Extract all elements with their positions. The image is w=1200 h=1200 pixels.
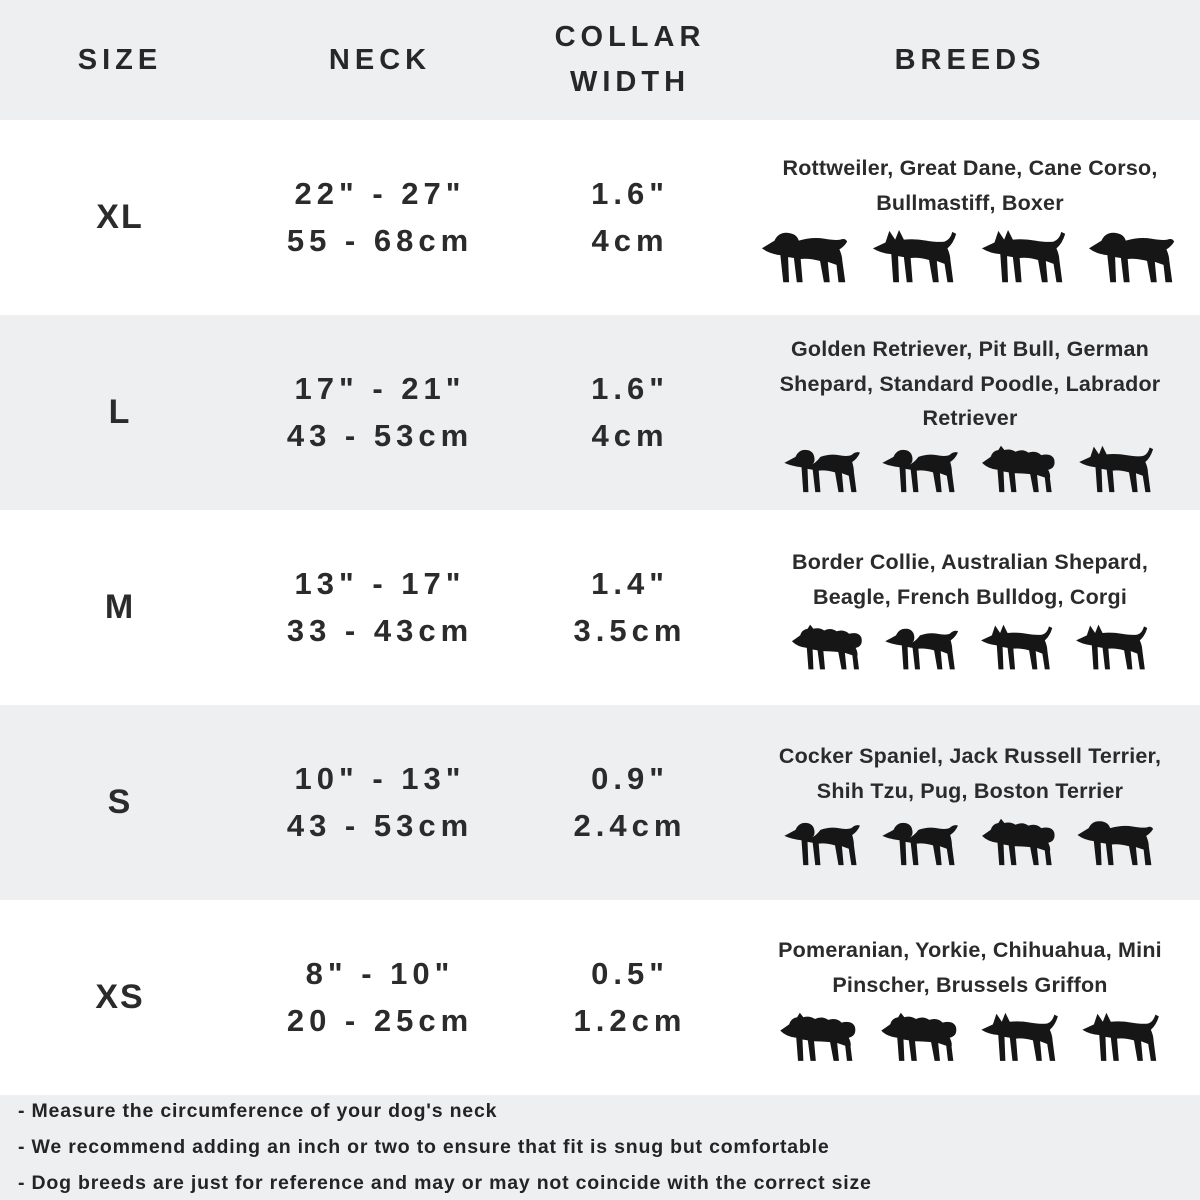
yorkie-icon xyxy=(875,1011,964,1068)
breed-icons xyxy=(758,228,1182,290)
footnotes xyxy=(0,1095,1200,1200)
breeds-cell xyxy=(740,733,1200,872)
german-shepherd-icon xyxy=(1074,444,1160,499)
neck-cm: 43 - 53cm xyxy=(286,807,474,843)
neck-inches: 10" - 13" xyxy=(294,761,466,796)
size-label: S xyxy=(107,783,133,821)
neck-inches: 17" - 21" xyxy=(294,371,466,406)
min-pin-icon xyxy=(1077,1011,1166,1068)
neck-cm: 55 - 68cm xyxy=(286,222,474,258)
collar-width-range xyxy=(520,171,740,264)
width-inches: 0.9" xyxy=(591,761,669,796)
neck-inches: 22" - 27" xyxy=(294,176,466,211)
breeds-cell xyxy=(740,927,1200,1068)
jack-russell-icon xyxy=(878,817,964,872)
australian-shepherd-icon xyxy=(786,623,869,676)
header-breeds: BREEDS xyxy=(894,43,1046,76)
breed-icons xyxy=(780,444,1160,499)
note-reference: - Dog breeds are just for reference and may or may not coincide with the correct size xyxy=(18,1172,872,1195)
header-collar-width xyxy=(520,15,740,105)
golden-retriever-icon xyxy=(780,444,866,499)
neck-cm: 43 - 53cm xyxy=(286,417,474,453)
corgi-icon xyxy=(1071,623,1154,676)
collar-width-range xyxy=(520,366,740,459)
neck-range xyxy=(240,951,520,1044)
chihuahua-icon xyxy=(976,1011,1065,1068)
breeds-cell xyxy=(740,539,1200,676)
pomeranian-icon xyxy=(774,1011,863,1068)
breeds-list: Border Collie, Australian Shepard, Beagle, French Bulldog, Corgi xyxy=(791,550,1149,609)
width-inches: 0.5" xyxy=(591,956,669,991)
collar-width-range xyxy=(520,561,740,654)
width-inches: 1.6" xyxy=(591,371,669,406)
neck-range xyxy=(240,366,520,459)
neck-cm: 20 - 25cm xyxy=(286,1002,474,1038)
breeds-list: Rottweiler, Great Dane, Cane Corso, Bullmastiff, Boxer xyxy=(782,155,1158,215)
width-cm: 1.2cm xyxy=(573,1002,687,1038)
breeds-list: Cocker Spaniel, Jack Russell Terrier, Shih Tzu, Pug, Boston Terrier xyxy=(778,744,1162,803)
breeds-list: Golden Retriever, Pit Bull, German Shepard, Standard Poodle, Labrador Retriever xyxy=(779,336,1161,431)
width-cm: 4cm xyxy=(591,222,669,258)
french-bulldog-icon xyxy=(976,623,1059,676)
neck-cm: 33 - 43cm xyxy=(286,612,474,648)
neck-inches: 8" - 10" xyxy=(305,956,455,991)
rottweiler-icon xyxy=(758,228,855,290)
size-label: XS xyxy=(95,978,145,1016)
neck-range xyxy=(240,756,520,849)
note-measure: - Measure the circumference of your dog's neck xyxy=(18,1099,498,1122)
labrador-icon xyxy=(878,444,964,499)
beagle-icon xyxy=(881,623,964,676)
table-row-xl xyxy=(0,120,1200,315)
width-inches: 1.4" xyxy=(591,566,669,601)
width-cm: 2.4cm xyxy=(573,807,687,843)
width-cm: 4cm xyxy=(591,417,669,453)
size-label: XL xyxy=(96,198,144,236)
table-row-s xyxy=(0,705,1200,900)
neck-inches: 13" - 17" xyxy=(294,566,466,601)
header-neck: NECK xyxy=(328,43,432,76)
breed-icons xyxy=(780,817,1160,872)
neck-range xyxy=(240,171,520,264)
width-inches: 1.6" xyxy=(591,176,669,211)
collar-width-range xyxy=(520,756,740,849)
size-label: M xyxy=(104,588,136,626)
bullmastiff-icon xyxy=(1085,228,1182,290)
collar-width-range xyxy=(520,951,740,1044)
cocker-spaniel-icon xyxy=(780,817,866,872)
breed-icons xyxy=(774,1011,1166,1068)
neck-range xyxy=(240,561,520,654)
pug-icon xyxy=(1074,817,1160,872)
table-row-l xyxy=(0,315,1200,510)
cane-corso-icon xyxy=(976,228,1073,290)
header-size: SIZE xyxy=(77,43,163,76)
shih-tzu-icon xyxy=(976,817,1062,872)
breeds-list: Pomeranian, Yorkie, Chihuahua, Mini Pinscher, Brussels Griffon xyxy=(778,938,1162,997)
table-header-row xyxy=(0,0,1200,120)
breed-icons xyxy=(786,623,1154,676)
table-row-m xyxy=(0,510,1200,705)
header-collar-width-label: COLLAR WIDTH xyxy=(554,21,706,98)
table-row-xs xyxy=(0,900,1200,1095)
size-label: L xyxy=(108,393,132,431)
breeds-cell xyxy=(740,145,1200,291)
breeds-cell xyxy=(740,326,1200,499)
width-cm: 3.5cm xyxy=(573,612,687,648)
great-dane-icon xyxy=(867,228,964,290)
note-recommend: - We recommend adding an inch or two to ensure that fit is snug but comfortable xyxy=(18,1135,830,1158)
poodle-icon xyxy=(976,444,1062,499)
